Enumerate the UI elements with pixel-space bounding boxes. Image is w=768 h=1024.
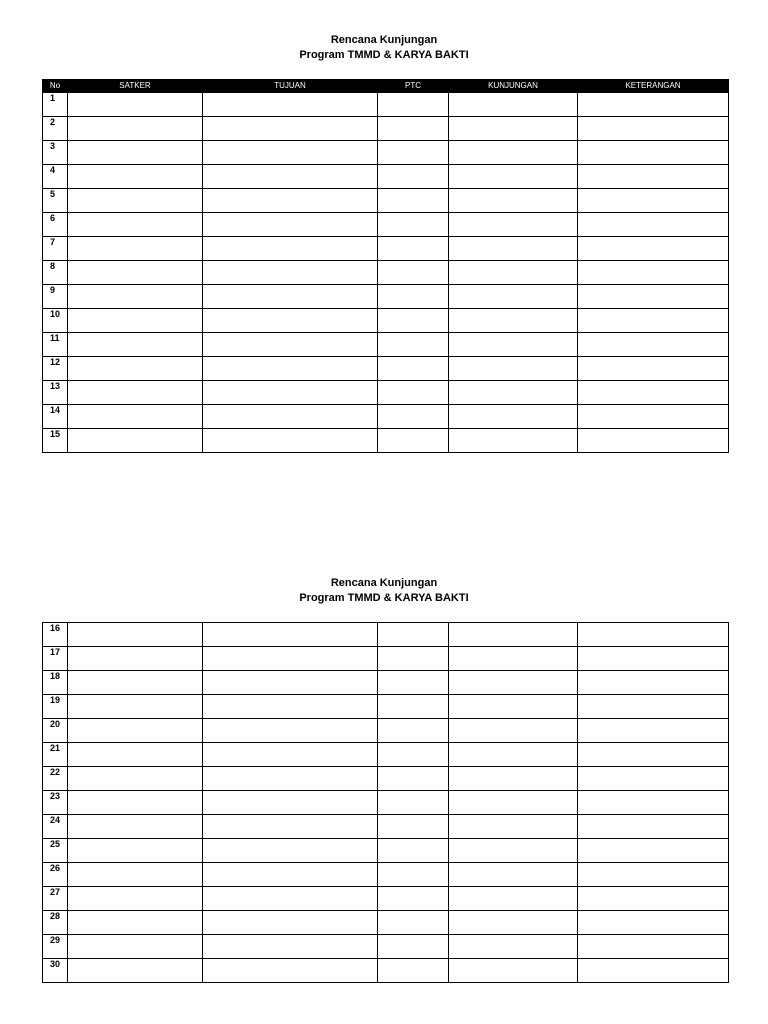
kunjungan-cell[interactable] [449,887,578,911]
kunjungan-cell[interactable] [449,117,578,141]
keterangan-cell[interactable] [578,863,729,887]
row-number: 10 [43,309,68,333]
title-line-2: Program TMMD & KARYA BAKTI [299,49,469,61]
ptc-cell[interactable] [378,935,449,959]
table-row [43,381,729,405]
tujuan-cell[interactable] [203,285,378,309]
row-number: 27 [43,887,68,911]
kunjungan-cell[interactable] [449,863,578,887]
row-number: 3 [43,141,68,165]
ptc-cell[interactable] [378,141,449,165]
ptc-cell[interactable] [378,743,449,767]
keterangan-cell[interactable] [578,839,729,863]
ptc-cell[interactable] [378,671,449,695]
kunjungan-cell[interactable] [449,333,578,357]
ptc-cell[interactable] [378,767,449,791]
keterangan-cell[interactable] [578,959,729,983]
table-header [43,80,729,93]
table-row [43,213,729,237]
ptc-cell[interactable] [378,285,449,309]
kunjungan-cell[interactable] [449,213,578,237]
tujuan-cell[interactable] [203,623,378,647]
row-number: 11 [43,333,68,357]
keterangan-cell[interactable] [578,333,729,357]
table-row [43,743,729,767]
satker-cell[interactable] [68,357,203,381]
ptc-cell[interactable] [378,93,449,117]
tujuan-cell[interactable] [203,743,378,767]
row-number: 25 [43,839,68,863]
row-number: 21 [43,743,68,767]
kunjungan-cell[interactable] [449,671,578,695]
header-satker: SATKER [68,80,203,93]
keterangan-cell[interactable] [578,357,729,381]
page-title-2 [0,576,768,606]
tujuan-cell[interactable] [203,791,378,815]
tujuan-cell[interactable] [203,261,378,285]
tujuan-cell[interactable] [203,839,378,863]
row-number: 23 [43,791,68,815]
tujuan-cell[interactable] [203,237,378,261]
tujuan-cell[interactable] [203,117,378,141]
table-row [43,93,729,117]
tujuan-cell[interactable] [203,959,378,983]
keterangan-cell[interactable] [578,935,729,959]
table-row [43,767,729,791]
keterangan-cell[interactable] [578,815,729,839]
title-line-1: Rencana Kunjungan [330,577,438,589]
header-kunjungan: KUNJUNGAN [449,80,578,93]
keterangan-cell[interactable] [578,189,729,213]
row-number: 16 [43,623,68,647]
keterangan-cell[interactable] [578,381,729,405]
ptc-cell[interactable] [378,647,449,671]
keterangan-cell[interactable] [578,429,729,453]
table-row [43,189,729,213]
satker-cell[interactable] [68,237,203,261]
keterangan-cell[interactable] [578,911,729,935]
row-number: 4 [43,165,68,189]
tujuan-cell[interactable] [203,647,378,671]
tujuan-cell[interactable] [203,671,378,695]
row-number: 28 [43,911,68,935]
table-row [43,647,729,671]
visit-plan-table-2 [42,622,729,983]
kunjungan-cell[interactable] [449,767,578,791]
table-row [43,719,729,743]
title-line-1: Rencana Kunjungan [330,34,438,46]
tujuan-cell[interactable] [203,141,378,165]
kunjungan-cell[interactable] [449,791,578,815]
kunjungan-cell[interactable] [449,429,578,453]
ptc-cell[interactable] [378,261,449,285]
satker-cell[interactable] [68,743,203,767]
row-number: 14 [43,405,68,429]
ptc-cell[interactable] [378,719,449,743]
row-number: 30 [43,959,68,983]
table-row [43,695,729,719]
ptc-cell[interactable] [378,237,449,261]
keterangan-cell[interactable] [578,767,729,791]
keterangan-cell[interactable] [578,743,729,767]
tujuan-cell[interactable] [203,719,378,743]
row-number: 8 [43,261,68,285]
row-number: 2 [43,117,68,141]
kunjungan-cell[interactable] [449,237,578,261]
kunjungan-cell[interactable] [449,141,578,165]
satker-cell[interactable] [68,141,203,165]
tujuan-cell[interactable] [203,381,378,405]
ptc-cell[interactable] [378,839,449,863]
row-number: 1 [43,93,68,117]
kunjungan-cell[interactable] [449,695,578,719]
ptc-cell[interactable] [378,623,449,647]
table-row [43,141,729,165]
satker-cell[interactable] [68,93,203,117]
satker-cell[interactable] [68,887,203,911]
table-row [43,357,729,381]
satker-cell[interactable] [68,647,203,671]
ptc-cell[interactable] [378,381,449,405]
table-row [43,623,729,647]
tujuan-cell[interactable] [203,333,378,357]
row-number: 29 [43,935,68,959]
kunjungan-cell[interactable] [449,165,578,189]
table-row [43,237,729,261]
satker-cell[interactable] [68,863,203,887]
keterangan-cell[interactable] [578,647,729,671]
kunjungan-cell[interactable] [449,959,578,983]
table-row [43,117,729,141]
row-number: 12 [43,357,68,381]
ptc-cell[interactable] [378,405,449,429]
satker-cell[interactable] [68,165,203,189]
table-row [43,333,729,357]
kunjungan-cell[interactable] [449,189,578,213]
satker-cell[interactable] [68,935,203,959]
satker-cell[interactable] [68,189,203,213]
header-tujuan: TUJUAN [203,80,378,93]
keterangan-cell[interactable] [578,213,729,237]
table-row [43,429,729,453]
satker-cell[interactable] [68,719,203,743]
table-row [43,887,729,911]
tujuan-cell[interactable] [203,695,378,719]
satker-cell[interactable] [68,405,203,429]
tujuan-cell[interactable] [203,357,378,381]
kunjungan-cell[interactable] [449,719,578,743]
ptc-cell[interactable] [378,189,449,213]
visit-plan-table-1 [42,79,729,453]
ptc-cell[interactable] [378,791,449,815]
ptc-cell[interactable] [378,695,449,719]
kunjungan-cell[interactable] [449,647,578,671]
satker-cell[interactable] [68,623,203,647]
tujuan-cell[interactable] [203,213,378,237]
kunjungan-cell[interactable] [449,285,578,309]
keterangan-cell[interactable] [578,141,729,165]
ptc-cell[interactable] [378,863,449,887]
kunjungan-cell[interactable] [449,309,578,333]
satker-cell[interactable] [68,381,203,405]
kunjungan-cell[interactable] [449,839,578,863]
keterangan-cell[interactable] [578,695,729,719]
kunjungan-cell[interactable] [449,357,578,381]
row-number: 13 [43,381,68,405]
tujuan-cell[interactable] [203,935,378,959]
kunjungan-cell[interactable] [449,93,578,117]
satker-cell[interactable] [68,285,203,309]
table-row [43,671,729,695]
title-line-2: Program TMMD & KARYA BAKTI [299,592,469,604]
row-number: 26 [43,863,68,887]
satker-cell[interactable] [68,839,203,863]
tujuan-cell[interactable] [203,815,378,839]
kunjungan-cell[interactable] [449,381,578,405]
satker-cell[interactable] [68,815,203,839]
tujuan-cell[interactable] [203,911,378,935]
row-number: 20 [43,719,68,743]
kunjungan-cell[interactable] [449,911,578,935]
row-number: 6 [43,213,68,237]
table-row [43,405,729,429]
keterangan-cell[interactable] [578,261,729,285]
table-row [43,309,729,333]
ptc-cell[interactable] [378,887,449,911]
table-row [43,935,729,959]
header-no: No [43,80,68,93]
satker-cell[interactable] [68,791,203,815]
ptc-cell[interactable] [378,911,449,935]
satker-cell[interactable] [68,213,203,237]
satker-cell[interactable] [68,261,203,285]
row-number: 7 [43,237,68,261]
keterangan-cell[interactable] [578,791,729,815]
table-row [43,863,729,887]
tujuan-cell[interactable] [203,767,378,791]
kunjungan-cell[interactable] [449,935,578,959]
keterangan-cell[interactable] [578,719,729,743]
tujuan-cell[interactable] [203,405,378,429]
page-title-1 [0,33,768,63]
satker-cell[interactable] [68,309,203,333]
keterangan-cell[interactable] [578,285,729,309]
tujuan-cell[interactable] [203,189,378,213]
satker-cell[interactable] [68,695,203,719]
table-row [43,791,729,815]
table-row [43,285,729,309]
ptc-cell[interactable] [378,165,449,189]
satker-cell[interactable] [68,429,203,453]
row-number: 5 [43,189,68,213]
ptc-cell[interactable] [378,309,449,333]
row-number: 19 [43,695,68,719]
row-number: 18 [43,671,68,695]
tujuan-cell[interactable] [203,863,378,887]
row-number: 17 [43,647,68,671]
table-row [43,839,729,863]
kunjungan-cell[interactable] [449,743,578,767]
tujuan-cell[interactable] [203,429,378,453]
satker-cell[interactable] [68,911,203,935]
header-ptc: PTC [378,80,449,93]
ptc-cell[interactable] [378,333,449,357]
keterangan-cell[interactable] [578,623,729,647]
kunjungan-cell[interactable] [449,405,578,429]
keterangan-cell[interactable] [578,117,729,141]
kunjungan-cell[interactable] [449,623,578,647]
ptc-cell[interactable] [378,117,449,141]
row-number: 24 [43,815,68,839]
satker-cell[interactable] [68,117,203,141]
header-keterangan: KETERANGAN [578,80,729,93]
row-number: 22 [43,767,68,791]
keterangan-cell[interactable] [578,165,729,189]
ptc-cell[interactable] [378,213,449,237]
table-row [43,911,729,935]
table-row [43,165,729,189]
satker-cell[interactable] [68,671,203,695]
table-row [43,959,729,983]
keterangan-cell[interactable] [578,671,729,695]
keterangan-cell[interactable] [578,237,729,261]
table-row [43,815,729,839]
table-body [43,93,729,453]
satker-cell[interactable] [68,767,203,791]
table-body [43,623,729,983]
kunjungan-cell[interactable] [449,261,578,285]
keterangan-cell[interactable] [578,93,729,117]
ptc-cell[interactable] [378,815,449,839]
table-row [43,261,729,285]
ptc-cell[interactable] [378,429,449,453]
kunjungan-cell[interactable] [449,815,578,839]
keterangan-cell[interactable] [578,405,729,429]
row-number: 15 [43,429,68,453]
tujuan-cell[interactable] [203,93,378,117]
satker-cell[interactable] [68,333,203,357]
tujuan-cell[interactable] [203,887,378,911]
ptc-cell[interactable] [378,959,449,983]
tujuan-cell[interactable] [203,165,378,189]
keterangan-cell[interactable] [578,309,729,333]
keterangan-cell[interactable] [578,887,729,911]
tujuan-cell[interactable] [203,309,378,333]
satker-cell[interactable] [68,959,203,983]
row-number: 9 [43,285,68,309]
ptc-cell[interactable] [378,357,449,381]
